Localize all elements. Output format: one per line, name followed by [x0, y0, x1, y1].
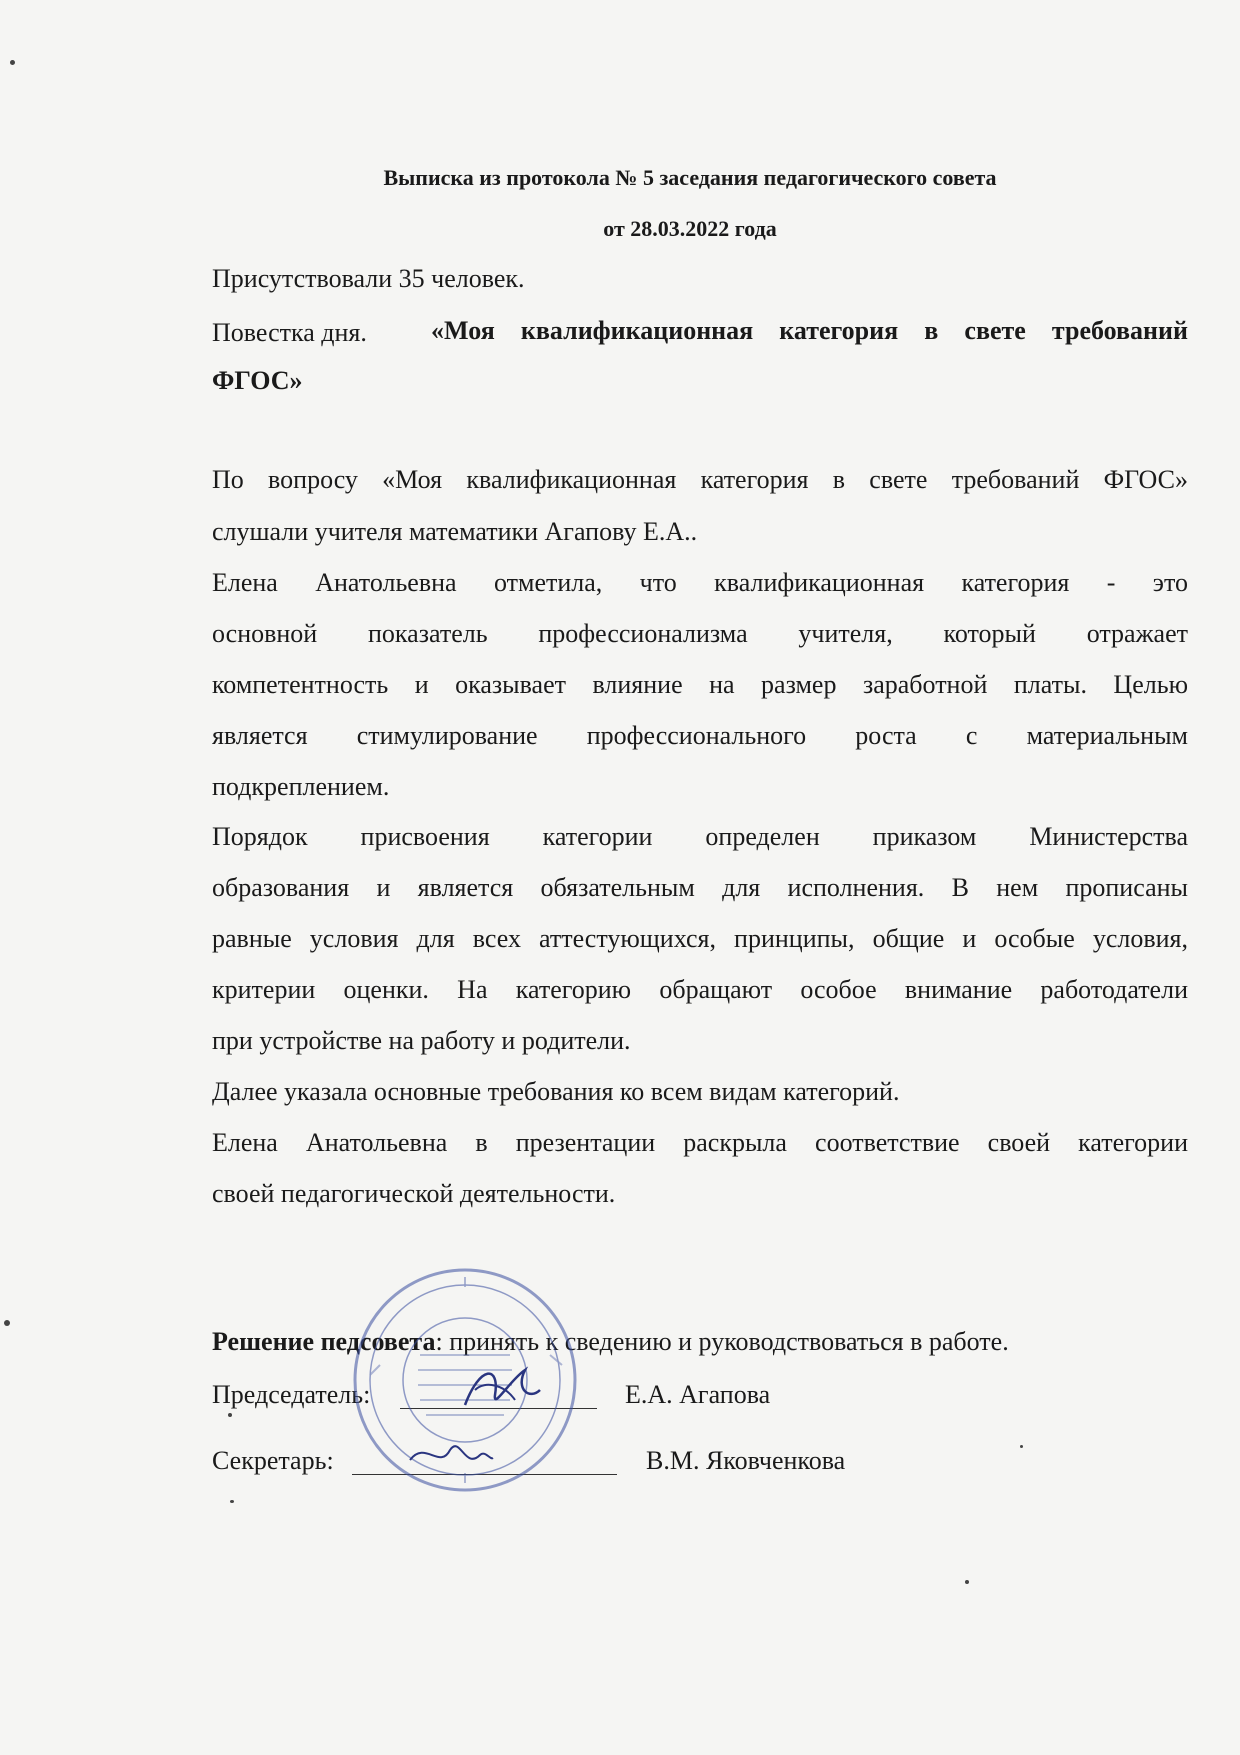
- agenda-label: Повестка дня.: [212, 318, 367, 347]
- paragraph-2-line-4: является стимулирование профессионального роста с материальным: [212, 721, 1188, 750]
- paragraph-3-line-4: критерии оценки. На категорию обращают особое внимание работодатели: [212, 975, 1188, 1004]
- secretary-signature: [405, 1430, 495, 1480]
- secretary-name: В.М. Яковченкова: [646, 1446, 846, 1475]
- scan-speck: [228, 1413, 232, 1417]
- paragraph-5-line-1: Елена Анатольевна в презентации раскрыла соответствие своей категории: [212, 1128, 1188, 1157]
- paragraph-5-line-2: своей педагогической деятельности.: [212, 1179, 616, 1208]
- attendance-text: Присутствовали 35 человек.: [212, 264, 525, 293]
- scan-speck: [230, 1500, 234, 1503]
- document-title: Выписка из протокола № 5 заседания педагогического совета: [383, 165, 997, 190]
- scan-speck: [1020, 1445, 1023, 1448]
- scan-speck: [965, 1580, 969, 1584]
- scan-speck: [10, 60, 15, 65]
- paragraph-2-line-1: Елена Анатольевна отметила, что квалификационная категория - это: [212, 568, 1188, 597]
- paragraph-1-line-2: слушали учителя математики Агапову Е.А..: [212, 517, 698, 546]
- paragraph-2-line-2: основной показатель профессионализма учителя, который отражает: [212, 619, 1188, 648]
- paragraph-3-line-2: образования и является обязательным для исполнения. В нем прописаны: [212, 873, 1188, 902]
- chair-label: Председатель:: [212, 1380, 371, 1409]
- decision-line: [212, 1327, 1009, 1357]
- scan-speck: [4, 1320, 10, 1326]
- chair-name: Е.А. Агапова: [625, 1380, 771, 1409]
- paragraph-3-line-5: при устройстве на работу и родители.: [212, 1026, 631, 1055]
- agenda-title-line2: ФГОС»: [212, 366, 303, 395]
- secretary-label: Секретарь:: [212, 1446, 334, 1475]
- paragraph-4-line-1: Далее указала основные требования ко всем видам категорий.: [212, 1077, 900, 1106]
- document-date: от 28.03.2022 года: [603, 216, 777, 241]
- decision-text: : принять к сведению и руководствоваться в работе.: [435, 1327, 1009, 1356]
- paragraph-3-line-3: равные условия для всех аттестующихся, принципы, общие и особые условия,: [212, 924, 1188, 953]
- paragraph-1-line-1: По вопросу «Моя квалификационная категория в свете требований ФГОС»: [212, 465, 1188, 494]
- paragraph-3-line-1: Порядок присвоения категории определен приказом Министерства: [212, 822, 1188, 851]
- decision-label: Решение педсовета: [212, 1327, 436, 1356]
- chair-signature: [455, 1360, 545, 1420]
- paragraph-2-line-5: подкреплением.: [212, 772, 390, 801]
- agenda-title-line1: «Моя квалификационная категория в свете требований: [431, 316, 1188, 345]
- paragraph-2-line-3: компетентность и оказывает влияние на размер заработной платы. Целью: [212, 670, 1188, 699]
